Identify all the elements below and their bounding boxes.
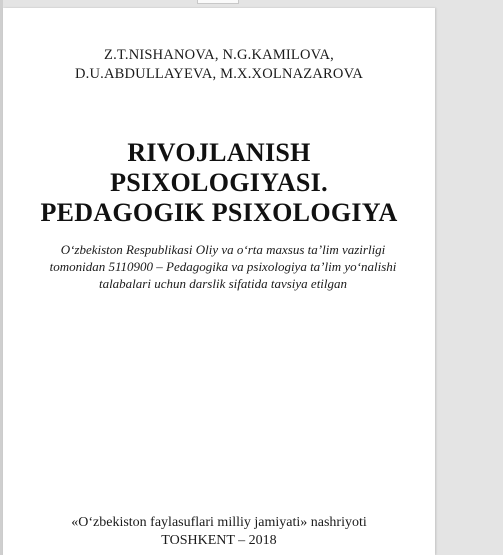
approval-line-1: O‘zbekiston Respublikasi Oliy va o‘rta maxsus ta’lim vazirligi — [60, 242, 386, 257]
approval-note — [43, 241, 403, 292]
publisher-name: «O‘zbekiston faylasuflari milliy jamiyati» nashriyoti — [71, 515, 367, 530]
authors-block — [3, 46, 435, 84]
authors-line-2: D.U.ABDULLAYEVA, M.X.XOLNAZAROVA — [74, 66, 364, 82]
publisher-block — [3, 514, 435, 550]
publisher-city-year: TOSHKENT – 2018 — [161, 533, 277, 548]
approval-line-2: tomonidan 5110900 – Pedagogika va psixologiya ta’lim yo‘nalishi — [49, 259, 397, 274]
title-line-2: PSIXOLOGIYASI. — [110, 168, 328, 197]
title-line-3: PEDAGOGIK PSIXOLOGIYA — [40, 198, 398, 227]
document-page — [3, 8, 435, 555]
viewer-top-tab[interactable] — [197, 0, 239, 4]
authors-line-1: Z.T.NISHANOVA, N.G.KAMILOVA, — [104, 47, 334, 63]
title-line-1: RIVOJLANISH — [127, 138, 311, 167]
approval-line-3: talabalari uchun darslik sifatida tavsiya etilgan — [98, 276, 348, 291]
book-title — [3, 138, 435, 228]
